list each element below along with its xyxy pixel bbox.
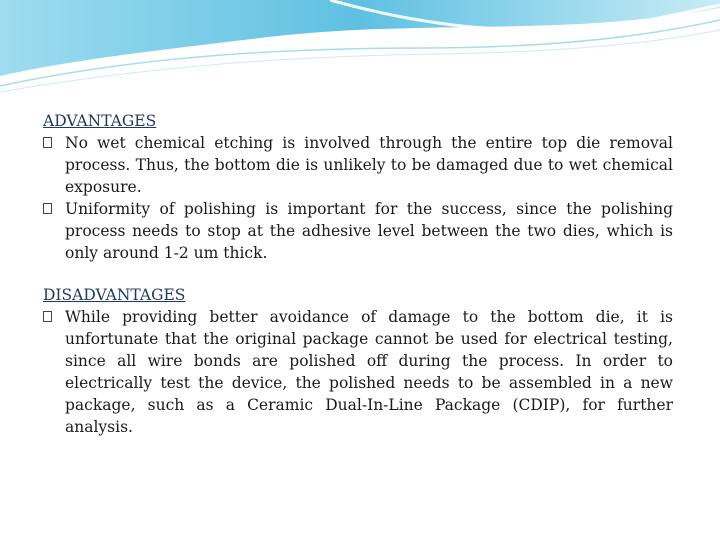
missing-glyph-box-icon [43, 203, 52, 214]
advantage-item [43, 132, 673, 198]
disadvantages-heading: DISADVANTAGES [43, 286, 186, 304]
advantage-item-text: Uniformity of polishing is important for the success, since the polishing process needs to stop at the adhesive level between the two dies, which is only around 1-2 um thick. [65, 200, 673, 262]
disadvantage-item-text: While providing better avoidance of damage to the bottom die, it is unfortunate that the original package cannot be used for electrical testing, since all wire bonds are polished off during the process. In order to electrically test the device, the polished needs to be assembled in a new package, such as a Ceramic Dual-In-Line Package (CDIP), for further analysis. [65, 308, 673, 436]
advantages-heading: ADVANTAGES [43, 112, 157, 130]
slide-body [43, 110, 673, 438]
missing-glyph-box-icon [43, 137, 52, 148]
disadvantage-item [43, 306, 673, 438]
advantage-item-text: No wet chemical etching is involved through the entire top die removal process. Thus, the bottom die is unlikely to be damaged due to wet chemical exposure. [65, 134, 673, 196]
decorative-wave-banner [0, 0, 720, 95]
missing-glyph-box-icon [43, 311, 52, 322]
advantage-item [43, 198, 673, 264]
